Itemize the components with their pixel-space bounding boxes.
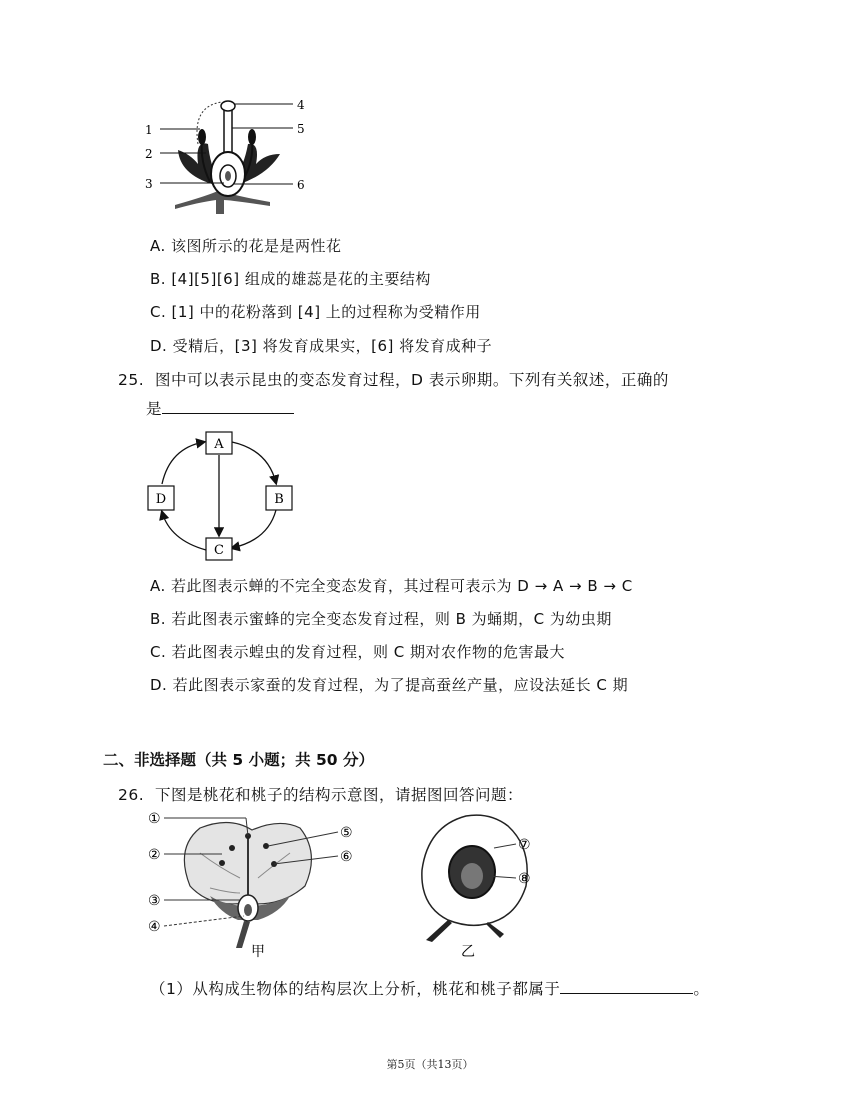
- q25-stem-line2: 是: [146, 397, 294, 419]
- arrow-a-to-b: [232, 442, 276, 483]
- q25-option-a: A. 若此图表示蝉的不完全变态发育，其过程可表示为 D → A → B → C: [150, 577, 633, 595]
- yi-label-8: ⑧: [518, 871, 531, 887]
- yi-caption: 乙: [461, 944, 475, 958]
- label-3: 3: [145, 177, 153, 191]
- q24-option-b: B. [4][5][6] 组成的雄蕊是花的主要结构: [150, 270, 431, 288]
- arrow-d-to-a: [162, 442, 204, 484]
- node-d: D: [155, 492, 167, 507]
- q24-option-c: C. [1] 中的花粉落到 [4] 上的过程称为受精作用: [150, 303, 481, 321]
- q25-option-c: C. 若此图表示蝗虫的发育过程，则 C 期对农作物的危害最大: [150, 643, 566, 661]
- label-5: 5: [297, 122, 305, 136]
- node-a: A: [214, 437, 224, 452]
- q24-option-d: D. 受精后，[3] 将发育成果实，[6] 将发育成种子: [150, 337, 493, 355]
- jia-label-3: ③: [148, 893, 161, 909]
- arrow-b-to-c: [232, 510, 276, 548]
- jia-label-6: ⑥: [340, 849, 353, 865]
- label-4: 4: [297, 98, 305, 112]
- peach-fruit-figure: [408, 808, 558, 958]
- q25-option-d: D. 若此图表示家蚕的发育过程，为了提高蚕丝产量，应设法延长 C 期: [150, 676, 629, 694]
- q25-stem-line1: [118, 368, 669, 390]
- q26-stem-line: [118, 783, 523, 805]
- label-6: 6: [297, 178, 305, 192]
- q26-sub1: （1）从构成生物体的结构层次上分析，桃花和桃子都属于 。: [150, 980, 710, 998]
- jia-label-1: ①: [148, 811, 161, 827]
- style: [224, 110, 232, 154]
- q26-sub1-blank: [560, 979, 693, 994]
- flower-diagram: [140, 92, 315, 217]
- stigma: [221, 101, 235, 111]
- q25-answer-blank: [162, 399, 294, 414]
- jia-label-2: ②: [148, 847, 161, 863]
- q25-option-b: B. 若此图表示蜜蜂的完全变态发育过程，则 B 为蛹期，C 为幼虫期: [150, 610, 612, 628]
- yi-label-7: ⑦: [518, 837, 531, 853]
- label-1: 1: [145, 123, 153, 137]
- fruit-seed: [461, 863, 483, 889]
- insect-cycle-diagram: [138, 428, 303, 568]
- arrow-c-to-d: [162, 512, 206, 550]
- jia-caption: 甲: [251, 944, 265, 958]
- q25-number: 25.: [118, 371, 145, 389]
- q24-option-a: A. 该图所示的花是是两性花: [150, 237, 342, 255]
- peach-flower-figure: [140, 808, 365, 958]
- page-footer: 第5页（共13页）: [386, 1058, 474, 1071]
- jia-label-4: ④: [148, 919, 161, 935]
- node-b: B: [274, 492, 284, 507]
- q25-stem: 图中可以表示昆虫的变态发育过程，D 表示卵期。下列有关叙述，正确的: [155, 371, 669, 389]
- q26-number: 26.: [118, 786, 145, 804]
- jia-label-5: ⑤: [340, 825, 353, 841]
- label-2: 2: [145, 147, 153, 161]
- node-c: C: [214, 543, 224, 558]
- q26-stem: 下图是桃花和桃子的结构示意图，请据图回答问题：: [155, 786, 524, 804]
- section-title: 二、非选择题（共 5 小题；共 50 分）: [103, 751, 374, 769]
